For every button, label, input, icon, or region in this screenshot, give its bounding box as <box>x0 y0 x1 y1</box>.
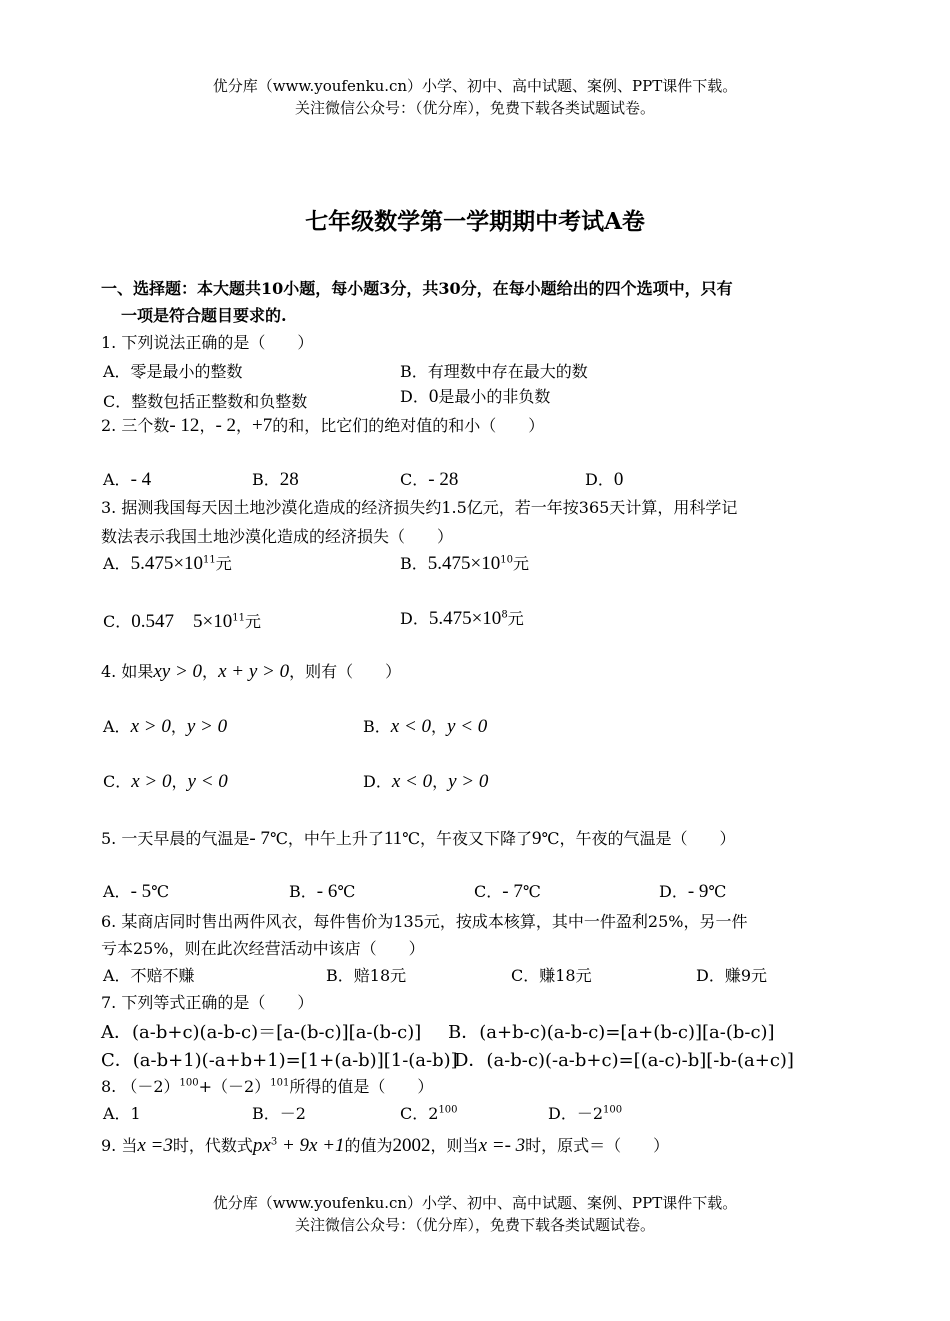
q5-temp-1: - 7 <box>249 828 270 849</box>
q5-text-4: ℃，午夜的气温是（ ） <box>541 829 736 848</box>
option-unit: 元 <box>512 554 529 573</box>
q9-text-5: 时，原式＝（ ） <box>525 1136 670 1155</box>
q5-option-a <box>103 879 169 903</box>
option-label: B． <box>289 882 317 901</box>
section-heading-line-2: 一项是符合题目要求的. <box>121 306 287 325</box>
option-label: C． <box>400 470 429 489</box>
q5-stem <box>101 826 735 850</box>
q3-option-c <box>103 606 261 633</box>
q5-temp-3: 9 <box>532 828 542 849</box>
option-value: - 5 <box>130 881 152 902</box>
q5-option-b <box>289 879 355 903</box>
option-label: A． <box>103 470 131 489</box>
footer-line-1: 优分库（www.youfenku.cn）小学、初中、高中试题、案例、PPT课件下载。 <box>212 1194 738 1212</box>
option-label: C．2 <box>400 1104 439 1123</box>
q8-text-3: 所得的值是（ ） <box>289 1077 434 1096</box>
option-label: A． <box>103 882 131 901</box>
option-label: C． <box>103 772 132 791</box>
option-math-1: x < 0 <box>390 716 432 737</box>
q3-option-a <box>103 551 232 575</box>
q4-option-b: B．x < 0，y < 0 <box>363 716 488 737</box>
header-line-1: 优分库（www.youfenku.cn）小学、初中、高中试题、案例、PPT课件下载。 <box>212 77 738 95</box>
option-exponent: 11 <box>203 554 216 566</box>
q2-stem: 2. 三个数- 12，- 2，+7的和，比它们的绝对值的和小（ ） <box>101 415 545 436</box>
q3-option-d <box>400 606 524 630</box>
q7-option-b: B．(a+b-c)(a-b-c)=[a+(b-c)][a-(b-c)] <box>448 1022 775 1043</box>
option-text: 是最小的非负数 <box>438 387 551 406</box>
q9-condition-2: x =- 3 <box>478 1135 526 1156</box>
q1-option-d <box>400 384 550 408</box>
q9-expression-exponent: 3 <box>270 1136 278 1148</box>
option-label: D． <box>400 387 429 406</box>
q7-stem: 7. 下列等式正确的是（ ） <box>101 993 314 1012</box>
math-zero: 0 <box>428 386 439 407</box>
q9-text-1: 9. 当 <box>101 1136 138 1155</box>
q3-stem-line-1: 3. 据测我国每天因土地沙漠化造成的经济损失约1.5亿元，若一年按365天计算，用科学记 <box>101 498 738 517</box>
q4-condition-2: x + y > 0 <box>218 661 290 682</box>
q8-option-d <box>548 1101 622 1124</box>
q4-text-1: 4. 如果 <box>101 662 154 681</box>
q2-num-2: - 2 <box>215 415 237 436</box>
option-value: - 7 <box>502 881 523 902</box>
q1-option-a: A．零是最小的整数 <box>103 362 243 381</box>
option-unit: 元 <box>507 609 524 628</box>
option-unit: 元 <box>244 612 261 631</box>
section-heading-line-1: 一、选择题：本大题共10小题，每小题3分，共30分，在每小题给出的四个选项中，只有 <box>101 279 733 298</box>
option-unit: ℃ <box>337 882 356 901</box>
q1-option-c: C．整数包括正整数和负整数 <box>103 392 308 411</box>
q8-option-b: B．－2 <box>252 1104 306 1123</box>
q6-option-c: C．赚18元 <box>511 966 592 985</box>
q6-stem-line-1: 6. 某商店同时售出两件风衣，每件售价为135元，按成本核算，其中一件盈利25%，另一件 <box>101 912 748 931</box>
q9-value: 2002 <box>392 1135 431 1156</box>
q7-option-d: D．(a-b-c)(-a-b+c)=[(a-c)-b][-b-(a+c)] <box>454 1050 794 1071</box>
q8-option-c <box>400 1101 458 1124</box>
option-math-2: y > 0 <box>186 716 228 737</box>
option-exponent: 100 <box>603 1104 623 1116</box>
q2-text-1: 2. 三个数 <box>101 416 170 435</box>
option-value: - 28 <box>428 469 459 490</box>
option-value: - 6 <box>316 881 338 902</box>
q2-num-1: - 12 <box>169 415 200 436</box>
option-label: D． <box>400 609 429 628</box>
q4-option-a: A．x > 0，y > 0 <box>103 716 228 737</box>
option-unit: ℃ <box>522 882 541 901</box>
q2-option-d <box>585 467 623 491</box>
option-label: B． <box>400 554 428 573</box>
option-exponent: 10 <box>500 554 513 566</box>
option-math-1: x < 0 <box>391 771 433 792</box>
q8-exponent-1: 100 <box>179 1077 199 1089</box>
q8-text-2: +（－2） <box>198 1077 271 1096</box>
option-exponent: 11 <box>232 612 245 624</box>
q5-temp-2: 11 <box>383 828 403 849</box>
q9-expression-part-2: + 9x +1 <box>277 1135 345 1156</box>
q6-option-b: B．赔18元 <box>326 966 407 985</box>
q7-option-c: C．(a-b+1)(-a+b+1)=[1+(a-b)][1-(a-b)] <box>101 1050 458 1071</box>
option-unit: 元 <box>215 554 232 573</box>
q4-stem: 4. 如果xy > 0，x + y > 0，则有（ ） <box>101 661 402 682</box>
q2-text-2: 的和，比它们的绝对值的和小（ ） <box>272 416 545 435</box>
option-base: 0.547 5×10 <box>131 611 233 632</box>
q5-option-c <box>474 879 541 903</box>
q6-option-a: A．不赔不赚 <box>103 966 195 985</box>
option-value: 0 <box>613 469 624 490</box>
q9-text-2: 时，代数式 <box>172 1136 253 1155</box>
q9-expression-part-1: px <box>252 1135 271 1156</box>
q2-option-a <box>103 467 151 491</box>
q9-stem <box>101 1133 669 1157</box>
option-label: C． <box>474 882 503 901</box>
option-label: A． <box>103 554 131 573</box>
q5-text-1: 5. 一天早晨的气温是 <box>101 829 250 848</box>
q4-option-d: D．x < 0，y > 0 <box>363 771 489 792</box>
option-base: 5.475×10 <box>428 608 502 629</box>
q3-stem-line-2: 数法表示我国土地沙漠化造成的经济损失（ ） <box>101 527 454 546</box>
option-unit: ℃ <box>708 882 727 901</box>
option-label: B． <box>252 470 280 489</box>
option-label: D．－2 <box>548 1104 604 1123</box>
q8-text-1: 8. （－2） <box>101 1077 180 1096</box>
q1-stem: 1. 下列说法正确的是（ ） <box>101 333 314 352</box>
q6-option-d: D．赚9元 <box>696 966 768 985</box>
q9-condition-1: x =3 <box>137 1135 173 1156</box>
q4-condition-1: xy > 0 <box>153 661 203 682</box>
q3-option-b <box>400 551 529 575</box>
page-title: 七年级数学第一学期期中考试A卷 <box>305 208 645 235</box>
q5-text-3: ℃，午夜又下降了 <box>402 829 533 848</box>
option-math-1: x > 0 <box>130 716 171 737</box>
footer-line-2: 关注微信公众号：（优分库），免费下载各类试题试卷。 <box>294 1216 655 1234</box>
q2-option-b <box>252 467 299 491</box>
option-label: D． <box>363 772 392 791</box>
option-unit: ℃ <box>151 882 170 901</box>
option-label: A． <box>103 717 131 736</box>
q8-option-a: A．1 <box>103 1104 141 1123</box>
option-value: - 9 <box>687 881 709 902</box>
option-value: - 4 <box>130 469 152 490</box>
q9-text-4: ，则当 <box>430 1136 479 1155</box>
q9-text-3: 的值为 <box>344 1136 393 1155</box>
option-label: B． <box>363 717 391 736</box>
q6-stem-line-2: 亏本25%，则在此次经营活动中该店（ ） <box>101 939 425 958</box>
option-value: 28 <box>279 469 299 490</box>
q5-option-d <box>659 879 726 903</box>
header-line-2: 关注微信公众号：（优分库），免费下载各类试题试卷。 <box>294 99 655 117</box>
option-label: D． <box>585 470 614 489</box>
option-exponent: 8 <box>501 609 508 621</box>
option-math-2: y < 0 <box>187 771 228 792</box>
q7-option-a: A．(a-b+c)(a-b-c)＝[a-(b-c)][a-(b-c)] <box>101 1022 422 1043</box>
q1-option-b: B．有理数中存在最大的数 <box>400 362 588 381</box>
option-exponent: 100 <box>438 1104 458 1116</box>
q8-exponent-2: 101 <box>270 1077 290 1089</box>
option-math-2: y < 0 <box>447 716 488 737</box>
q2-option-c <box>400 467 458 491</box>
option-base: 5.475×10 <box>130 553 204 574</box>
option-math-1: x > 0 <box>131 771 172 792</box>
q4-option-c: C．x > 0，y < 0 <box>103 771 228 792</box>
option-base: 5.475×10 <box>427 553 501 574</box>
q2-num-3: +7 <box>252 415 273 436</box>
q4-text-2: ，则有（ ） <box>289 662 402 681</box>
option-math-2: y > 0 <box>448 771 489 792</box>
option-label: D． <box>659 882 688 901</box>
option-label: C． <box>103 612 132 631</box>
q8-stem <box>101 1074 433 1097</box>
q5-text-2: ℃，中午上升了 <box>269 829 384 848</box>
